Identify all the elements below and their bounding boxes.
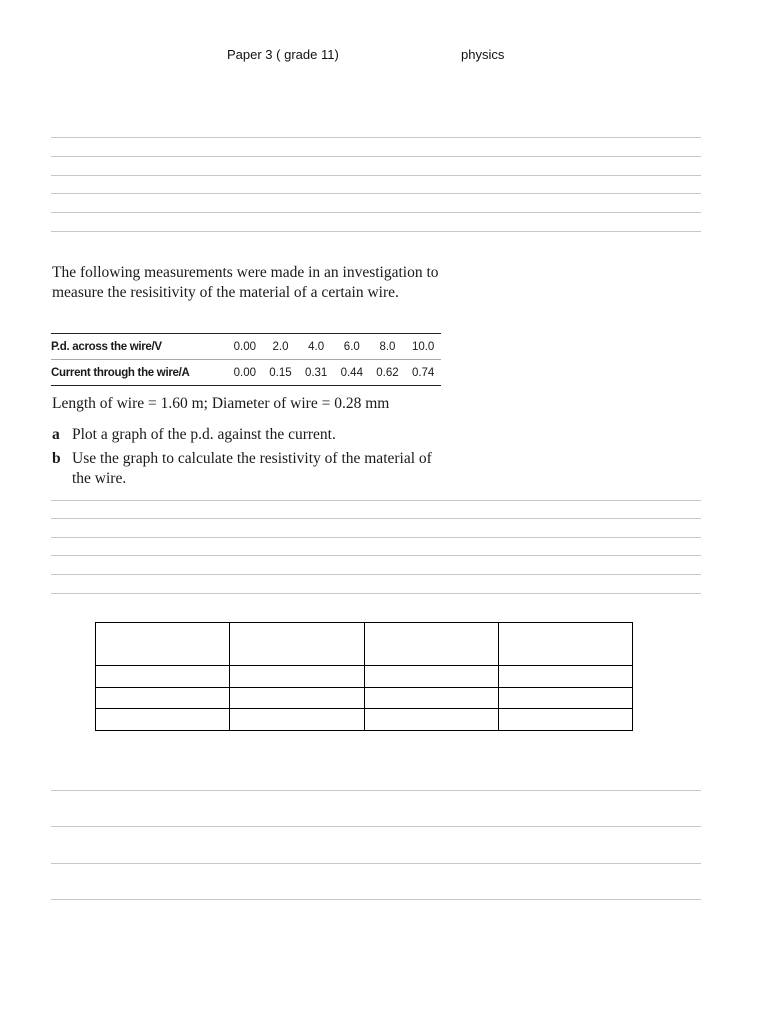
answer-line (51, 899, 701, 900)
answer-line (51, 555, 701, 556)
part-letter: b (52, 450, 61, 467)
question-intro: The following measurements were made in an investigation to measure the resisitivity of the material of a certain wire. (52, 264, 439, 301)
answer-line (51, 175, 701, 176)
table-cell: 0.74 (405, 360, 441, 386)
table-row (96, 709, 633, 731)
blank-cell[interactable] (364, 666, 498, 688)
answer-line (51, 863, 701, 864)
table-cell: 2.0 (263, 334, 299, 360)
blank-cell[interactable] (96, 623, 230, 666)
blank-cell[interactable] (96, 688, 230, 709)
answer-line (51, 231, 701, 232)
blank-cell[interactable] (230, 688, 364, 709)
answer-line (51, 593, 701, 594)
blank-cell[interactable] (498, 623, 632, 666)
table-row-current (51, 360, 441, 386)
blank-cell[interactable] (230, 666, 364, 688)
paper-title: Paper 3 ( grade 11) (227, 47, 339, 62)
row-label: Current through the wire/A (51, 360, 227, 386)
blank-cell[interactable] (364, 709, 498, 731)
answer-line (51, 826, 701, 827)
blank-cell[interactable] (230, 623, 364, 666)
blank-cell[interactable] (230, 709, 364, 731)
part-letter: a (52, 426, 60, 443)
table-row (96, 666, 633, 688)
answer-line (51, 574, 701, 575)
blank-cell[interactable] (498, 709, 632, 731)
blank-answer-table (95, 622, 633, 731)
row-label: P.d. across the wire/V (51, 334, 227, 360)
table-cell: 0.00 (227, 334, 263, 360)
table-cell: 0.31 (298, 360, 334, 386)
part-text: Plot a graph of the p.d. against the current. (72, 426, 336, 443)
table-cell: 10.0 (405, 334, 441, 360)
answer-line (51, 193, 701, 194)
table-cell: 0.62 (370, 360, 406, 386)
table-cell: 0.44 (334, 360, 370, 386)
blank-cell[interactable] (498, 688, 632, 709)
blank-cell[interactable] (96, 709, 230, 731)
table-row (96, 688, 633, 709)
table-cell: 6.0 (334, 334, 370, 360)
answer-line (51, 212, 701, 213)
answer-line (51, 790, 701, 791)
blank-cell[interactable] (96, 666, 230, 688)
table-cell: 8.0 (370, 334, 406, 360)
table-cell: 4.0 (298, 334, 334, 360)
answer-line (51, 137, 701, 138)
wire-info: Length of wire = 1.60 m; Diameter of wire = 0.28 mm (52, 395, 390, 412)
table-row (96, 623, 633, 666)
part-text: Use the graph to calculate the resistivity of the material of the wire. (72, 450, 432, 487)
answer-line (51, 500, 701, 501)
table-cell: 0.00 (227, 360, 263, 386)
answer-line (51, 537, 701, 538)
blank-cell[interactable] (498, 666, 632, 688)
subject-label: physics (461, 47, 505, 62)
table-row-pd (51, 334, 441, 360)
blank-cell[interactable] (364, 623, 498, 666)
table-cell: 0.15 (263, 360, 299, 386)
answer-line (51, 156, 701, 157)
measurements-table (51, 333, 441, 386)
answer-line (51, 518, 701, 519)
blank-cell[interactable] (364, 688, 498, 709)
